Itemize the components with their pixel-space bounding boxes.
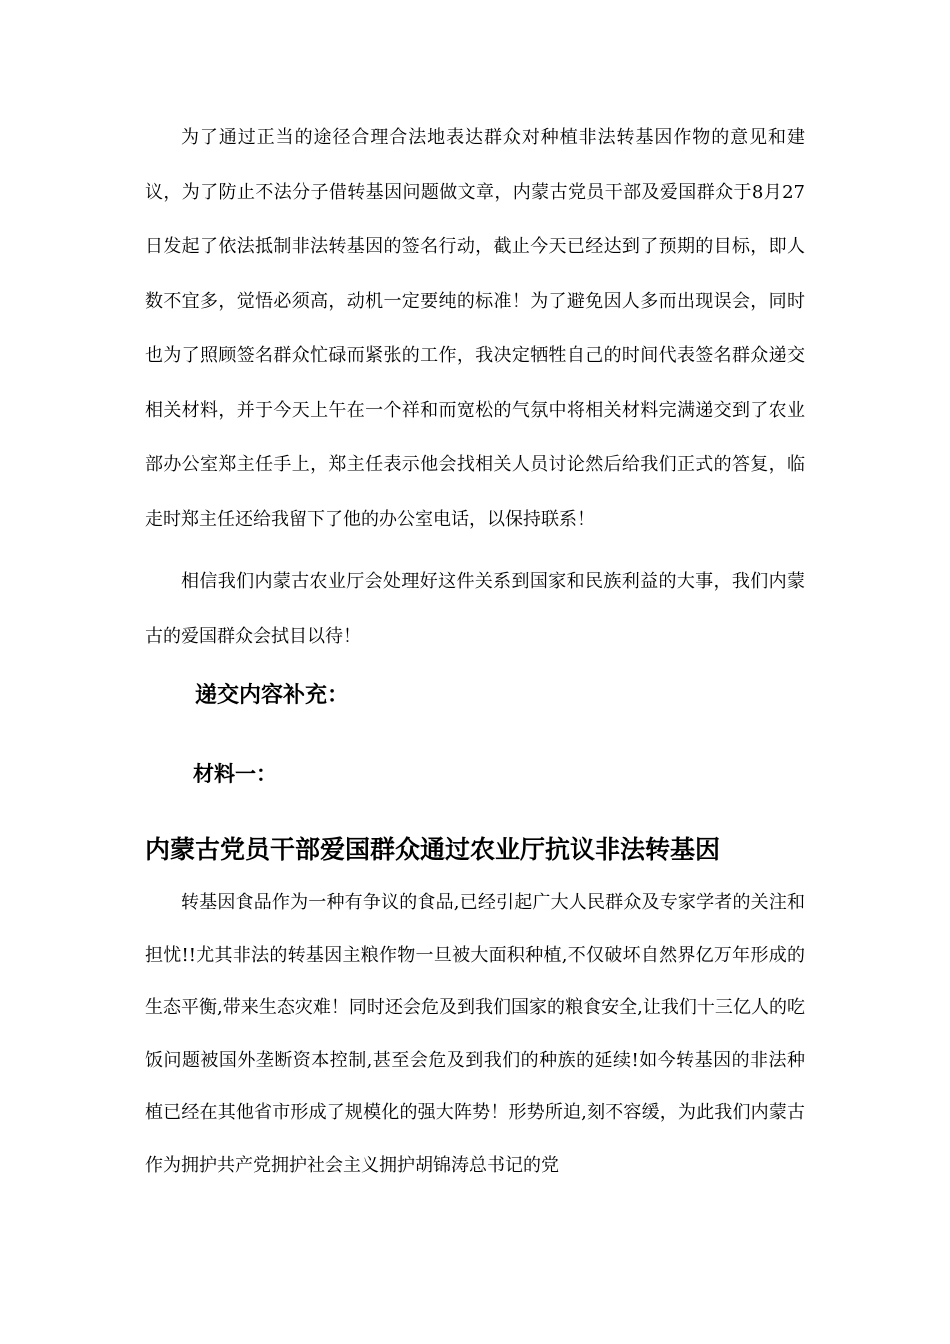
- article-title: 内蒙古党员干部爱国群众通过农业厅抗议非法转基因: [145, 835, 721, 864]
- body-paragraph-2: 相信我们内蒙古农业厅会处理好这件关系到国家和民族利益的大事，我们内蒙古的爱国群众会拭目以待！: [145, 571, 805, 647]
- article-paragraph: 转基因食品作为一种有争议的食品,已经引起广大人民群众及专家学者的关注和担忧!!尤其非法的转基因主粮作物一旦被大面积种植,不仅破坏自然界亿万年形成的生态平衡,带来生态灾难！同时还会危及到我们国家的粮食安全,让我们十三亿人的吃饭问题被国外垄断资本控制,甚至会危及到我们的种族的延续!如今转基因的非法种植已经在其他省市形成了规模化的强大阵势！形势所迫,刻不容缓，为此我们内蒙古作为拥护共产党拥护社会主义拥护胡锦涛总书记的党: [145, 892, 805, 1176]
- supplement-heading: 递交内容补充：: [195, 683, 350, 708]
- material-heading: 材料一：: [193, 762, 277, 786]
- body-paragraph-1: 为了通过正当的途径合理合法地表达群众对种植非法转基因作物的意见和建议，为了防止不法分子借转基因问题做文章，内蒙古党员干部及爱国群众于8月27日发起了依法抵制非法转基因的签名行动，截止今天已经达到了预期的目标，即人数不宜多，觉悟必须高，动机一定要纯的标准！为了避免因人多而出现误会，同时也为了照顾签名群众忙碌而紧张的工作，我决定牺牲自己的时间代表签名群众递交相关材料，并于今天上午在一个祥和而宽松的气氛中将相关材料完满递交到了农业部办公室郑主任手上，郑主任表示他会找相关人员讨论然后给我们正式的答复，临走时郑主任还给我留下了他的办公室电话，以保持联系！: [145, 127, 805, 530]
